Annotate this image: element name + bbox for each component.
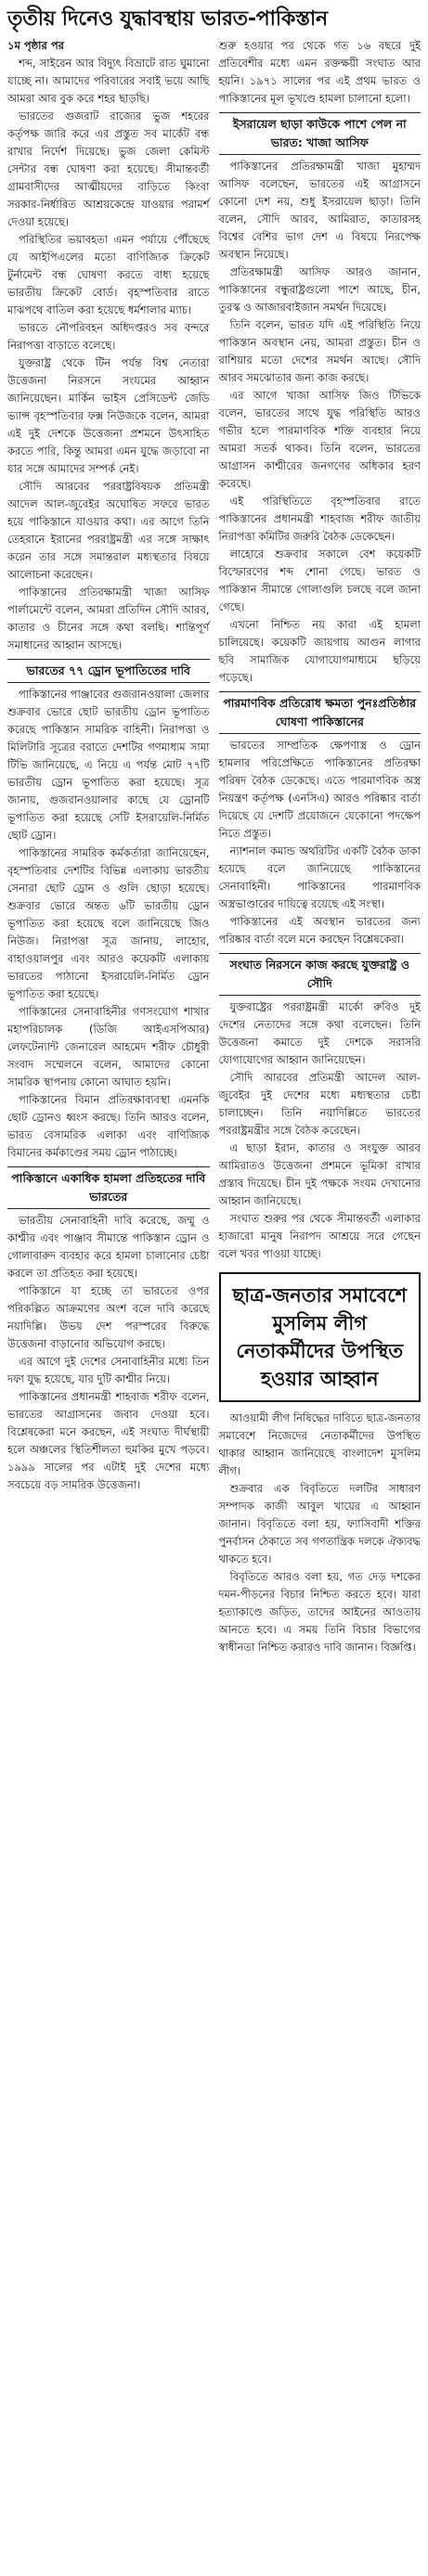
paragraph: ভারতীয় সেনাবাহিনী দাবি করেছে, জম্মু ও কাশ্মীর এবং পাঞ্জাব সীমান্তে পাকিস্তান ড্রোন ও গোলাবারুদ ব্যবহার করে হামলা চালানোর চেষ্টা করলে তা প্রতিহত করা হয়েছে। — [7, 1214, 210, 1280]
subheading: পাকিস্তানে একাধিক হামলা প্রতিহতের দাবি ভারতের — [7, 1166, 210, 1209]
right-column — [219, 37, 422, 1656]
paragraph: সংঘাত শুরুর পর থেকে সীমান্তবর্তী এলাকার হাজারো মানুষ নিরাপদ আশ্রয়ে সরে গেছেন বলে খবর পাওয়া যাচ্ছে। — [218, 1212, 421, 1260]
paragraph: পাকিস্তানের সামরিক কর্মকর্তারা জানিয়েছেন, বৃহস্পতিবার দেশটির বিভিন্ন এলাকায় ভারতীয় সেনারা ছোট ড্রোন ও গুলি ছোড়া হয়েছে। শুক্রবার ভোরে অন্তত ৬টি ভারতীয় ড্রোন ভূপাতিত করা হয়েছে বলে জানিয়েছে জিও নিউজ। নিরাপত্তা সূত্র জানায়, লাহোর, বাহাওয়ালপুর এবং আরও কয়েকটি এলাকায় ভারতের পাঠানো ইসরায়েলি-নির্মিত ড্রোন ভূপাতিত করা হয়েছে। — [7, 846, 210, 1000]
paragraph: ন্যাশনাল কমান্ড অথরিটির একটি বৈঠক ডাকা হয়েছে বলে জানিয়েছে পাকিস্তানের সেনাবাহিনী। পাকিস্তানের পারমাণবিক অস্ত্রভাণ্ডারের দায়িত্বে রয়েছে এই সংস্থা। — [218, 844, 421, 910]
paragraph: পরিস্থিতির ভয়াবহতা এমন পর্যায়ে পৌঁছেছে যে আইপিএলের মতো বাণিজ্যিক ক্রিকেট টুর্নামেন্ট বন্ধ ঘোষণা করতে বাধ্য হয়েছে ভারতীয় ক্রিকেট বোর্ড। বৃহস্পতিবার রাতে মাঝপথে বাতিল করা হয়েছে ধর্মশালার ম্যাচ। — [7, 233, 210, 316]
paragraph: এ ছাড়া ইরান, কাতার ও সংযুক্ত আরব আমিরাতও উত্তেজনা প্রশমনে ভূমিকা রাখার প্রস্তাব দিয়েছে। চীন দুই পক্ষকে সংযম দেখানোর আহ্বান জানিয়েছে। — [218, 1141, 421, 1207]
paragraph: পাকিস্তানের বিমান প্রতিরক্ষাব্যবস্থা এমনকি ছোট ড্রোনও ধ্বংস করছে। তিনি আরও বলেন, ভারত বেসামরিক এলাকা এবং বাণিজ্যিক বিমানের কর্মকাণ্ডের সময় ড্রোন পাঠাচ্ছে। — [7, 1093, 210, 1159]
paragraph: পাকিস্তানের সেনাবাহিনীর গণসংযোগ শাখার মহাপরিচালক (ডিজি আইএসপিআর) লেফটেন্যান্ট জেনারেল আহমেদ শরীফ চৌধুরী সংবাদ সম্মেলনে বলেন, আমাদের কোনো সামরিক স্থাপনায় কোনো আঘাত হয়নি। — [7, 1005, 210, 1088]
continued-label: ১ম পৃষ্ঠার পর — [7, 39, 64, 52]
subheading: পারমাণবিক প্রতিরোধ ক্ষমতা পুনঃপ্রতিষ্ঠার ঘোষণা পাকিস্তানের — [219, 691, 422, 734]
paragraph: সৌদি আরবের প্রতিমন্ত্রী আদেল আল-জুবেইর দুই দেশের মধ্যে মধ্যস্থতার চেষ্টা চালাচ্ছেন। তিনি নয়াদিল্লিতে ভারতের পররাষ্ট্রমন্ত্রীর সঙ্গে বৈঠক করেছেন। — [218, 1071, 421, 1137]
paragraph: পাকিস্তানের এই অবস্থান ভারতের জন্য পরিষ্কার বার্তা বলে মনে করছেন বিশ্লেষকেরা। — [218, 915, 421, 946]
article-columns — [7, 37, 421, 1656]
subheading: সংঘাত নিরসনে কাজ করছে যুক্তরাষ্ট্র ও সৌদি — [219, 953, 422, 996]
paragraph: শুরু হওয়ার পর থেকে গত ১৬ বছরে দুই প্রতিবেশীর মধ্যে এমন রক্তক্ষয়ী সংঘাত আর হয়নি। ১৯৭১ সালের পর এই প্রথম ভারত ও পাকিস্তানের মূল ভূখণ্ডে হামলা চালানো হলো। — [218, 39, 421, 105]
paragraph: এর আগে দুই দেশের সেনাবাহিনীর মধ্যে তিন দফা যুদ্ধ হয়েছে, যার দুটি কাশ্মীর নিয়ে। — [7, 1355, 210, 1385]
paragraph: লাহোরে শুক্রবার সকালে বেশ কয়েকটি বিস্ফোরণের শব্দ শোনা গেছে। ভারত ও পাকিস্তান সীমান্তে গোলাগুলি চলছে বলে জানা গেছে। — [218, 547, 421, 613]
paragraph: শব্দ, সাইরেন আর বিদ্যুৎ বিভ্রাটে রাত ঘুমানো যাচ্ছে না। আমাদের পরিবারের সবাই ভয়ে আছি আমরা আর বুক করে শহর ছাড়ছি। — [7, 57, 210, 105]
paragraph: পাকিস্তানের প্রধানমন্ত্রী শাহবাজ শরীফ বলেন, ভারতের আগ্রাসনের জবাব দেওয়া হবে। বিশ্লেষকেরা মনে করছেন, এই সংঘাত দীর্ঘস্থায়ী হলে অঞ্চলের স্থিতিশীলতা হুমকির মুখে পড়বে। ১৯৯৯ সালের পর এটাই দুই দেশের মধ্যে সবচেয়ে বড় সামরিক উত্তেজনা। — [7, 1390, 210, 1491]
paragraph: তিনি বলেন, ভারত যদি এই পরিস্থিতি নিয়ে পাকিস্তান অবস্থান নেয়, আমরা প্রস্তুত। চীন ও রাশিয়ার মতো দেশের সমর্থন আছে। সৌদি আরব সমঝোতার জন্য কাজ করছে। — [218, 318, 421, 384]
paragraph: এর আগে খাজা আসিফ জিও টিভিকে বলেন, ভারতের সাথে যুদ্ধ পরিস্থিতি আরও গভীর হলে পারমাণবিক শক্তি ব্যবহার নিয়ে আমরা সতর্ক থাকব। তিনি বলেন, ভারতের আগ্রাসন কাশ্মীরের জনগণের অধিকার হরণ করেছে। — [218, 389, 421, 490]
paragraph: পাকিস্তানের প্রতিরক্ষামন্ত্রী খাজা আসিফ পার্লামেন্টে বলেন, আমরা প্রতিদিন সৌদি আরব, কাতার ও চীনের সঙ্গে কথা বলছি। শান্তিপূর্ণ সমাধানের আহ্বান আসছে। — [7, 586, 210, 651]
subheading: ভারতের ৭৭ ড্রোন ভূপাতিতের দাবি — [7, 659, 210, 683]
paragraph: যুক্তরাষ্ট্রের পররাষ্ট্রমন্ত্রী মার্কো রুবিও দুই দেশের নেতাদের সঙ্গে কথা বলেছেন। তিনি উত্তেজনা কমাতে দুই দেশকে সরাসরি যোগাযোগের আহ্বান জানিয়েছেন। — [218, 1000, 421, 1066]
paragraph: এই পরিস্থিতিতে বৃহস্পতিবার রাতে পাকিস্তানের প্রধানমন্ত্রী শাহবাজ শরীফ জাতীয় নিরাপত্তা কমিটির জরুরি বৈঠক ডেকেছেন। — [218, 495, 421, 543]
paragraph: ভারতে নৌপরিবহন অধিদপ্তরও সব বন্দরে নিরাপত্তা বাড়াতে বলেছে। — [7, 321, 210, 352]
paragraph: এখনো নিশ্চিত নয় কারা এই হামলা চালিয়েছে। কয়েকটি জায়গায় আগুন লাগার ছবি সামাজিক যোগাযোগমাধ্যমে ছড়িয়ে পড়েছে। — [218, 618, 421, 684]
paragraph: পাকিস্তানের প্রতিরক্ষামন্ত্রী খাজা মুহাম্মদ আসিফ বলেছেন, ভারতের এই আগ্রাসনে কোনো দেশ নয়, শুধু ইসরায়েল ছাড়া। তিনি বলেন, সৌদি আরব, আমিরাত, কাতারসহ বিশ্বের বেশির ভাগ দেশ এ বিষয়ে নিরপেক্ষ অবস্থান নিয়েছে। — [218, 160, 421, 261]
paragraph: সৌদি আরবের পররাষ্ট্রবিষয়ক প্রতিমন্ত্রী আদেল আল-জুবেইর অঘোষিত সফরে ভারত হয়ে পাকিস্তানে যাওয়ার কথা। এর আগে তিনি তেহরানে ইরানের পররাষ্ট্রমন্ত্রী এর সঙ্গে সাক্ষাৎ করেন তার সঙ্গে সমান্তরাল মধ্যস্থতার বিষয়ে আলোচনা করেছেন। — [7, 480, 210, 581]
paragraph: আওয়ামী লীগ নিষিদ্ধের দাবিতে ছাত্র-জনতার সমাবেশে নিজেদের নেতাকর্মীদের উপস্থিত থাকার আহ্বান জানিয়েছে বাংলাদেশ মুসলিম লীগ। — [218, 1411, 422, 1477]
paragraph: প্রতিরক্ষামন্ত্রী আসিফ আরও জানান, পাকিস্তানের বন্ধুরাষ্ট্রগুলো পাশে আছে, চীন, তুরস্ক ও আজারবাইজান সমর্থন দিয়েছে। — [218, 265, 421, 314]
paragraph: শুক্রবার এক বিবৃতিতে দলটির সাধারণ সম্পাদক কাজী আবুল খায়ের এ আহ্বান জানান। বিবৃতিতে বলা হয়, ফ্যাসিবাদী শক্তির পুনর্বাসন ঠেকাতে সব গণতান্ত্রিক দলকে ঐক্যবদ্ধ থাকতে হবে। — [218, 1482, 421, 1565]
paragraph: পাকিস্তানে যা হচ্ছে তা ভারতের ওপর পরিকল্পিত আক্রমণের অংশ বলে দাবি করেছে নয়াদিল্লি। উভয় দেশ পরস্পরের বিরুদ্ধে উত্তেজনা বাড়ানোর অভিযোগ করছে। — [7, 1284, 210, 1350]
left-column — [7, 37, 210, 1494]
paragraph: ভারতের গুজরাট রাজ্যের ভুজ শহরের কর্তৃপক্ষ জারি করে এর প্রস্তুত সব মার্কেট বন্ধ রাখার নির্দেশ দিয়েছে। ভুজ জেলা কেমিস্ট সেন্টার বন্ধ ঘোষণা করা হয়েছে। সীমান্তবর্তী গ্রামবাসীদের আত্মীয়দের বাড়িতে কিংবা সরকার-নির্ধারিত আশ্রয়কেন্দ্রে যাওয়ার পরামর্শ দেওয়া হয়েছে। — [7, 109, 210, 228]
paragraph: পাকিস্তানের পাঞ্জাবের গুজরানওয়ালা জেলার শুক্রবার ভোরে ছোট ভারতীয় ড্রোন ভূপাতিত করেছে পাকিস্তান সামরিক বাহিনী। নিরাপত্তা ও মিলিটারি সূত্রের বরাতে দেশটির গণমাধ্যম সামা টিভি জানিয়েছে, এ নিয়ে এ পর্যন্ত মোট ৭৭টি ভারতীয় ড্রোন ভূপাতিত করা হয়েছে। সূত্র জানায়, গুজরানওয়ালার কাছে যে ড্রোনটি ভূপাতিত করা হয়েছে সেটি ইসরায়েলি-নির্মিত ছোট ড্রোন। — [7, 688, 210, 842]
subheading: ইসরায়েল ছাড়া কাউকে পাশে পেল না ভারত: খাজা আসিফ — [219, 112, 422, 155]
main-headline: তৃতীয় দিনেও যুদ্ধাবস্থায় ভারত-পাকিস্তান — [7, 7, 328, 31]
paragraph: ভারতের সাম্প্রতিক ক্ষেপণাস্ত্র ও ড্রোন হামলার পরিপ্রেক্ষিতে পাকিস্তানের প্রতিরক্ষা পরিষদ বৈঠক ডেকেছে। এতে পারমাণবিক অস্ত্র নিয়ন্ত্রণ কর্তৃপক্ষ (এনসিএ) আরও পরিষ্কার বার্তা দিয়েছে যে দেশটি প্রয়োজনে যেকোনো পদক্ষেপ নিতে প্রস্তুত। — [218, 739, 421, 840]
boxed-article-headline: ছাত্র-জনতার সমাবেশে মুসলিম লীগ নেতাকর্মীদের উপস্থিত হওয়ার আহ্বান — [219, 1272, 422, 1402]
paragraph: যুক্তরাষ্ট্র থেকে টিন পর্যন্ত বিশ্ব নেতারা উত্তেজনা নিরসনে সংযমের আহ্বান জানিয়েছেন। মার্কিন ভাইস প্রেসিডেন্ট জেডি ভ্যান্স বৃহস্পতিবার ফক্স নিউজকে বলেন, আমরা এই দুই দেশকে উত্তেজনা প্রশমনে উৎসাহিত করতে পারি, কিন্তু আমরা এমন যুদ্ধে জড়াবো না যার সঙ্গে আমাদের সম্পর্ক নেই। — [7, 356, 210, 475]
paragraph: বিবৃতিতে আরও বলা হয়, গত দেড় দশকের দমন-পীড়নের বিচার নিশ্চিত করতে হবে। যারা হত্যাকাণ্ডে জড়িত, তাদের আইনের আওতায় আনতে হবে। এ সময় তিনি বিচার বিভাগের স্বাধীনতা নিশ্চিত করারও দাবি জানান। বিজ্ঞপ্তি। — [218, 1570, 421, 1654]
continuation-note — [7, 37, 210, 55]
